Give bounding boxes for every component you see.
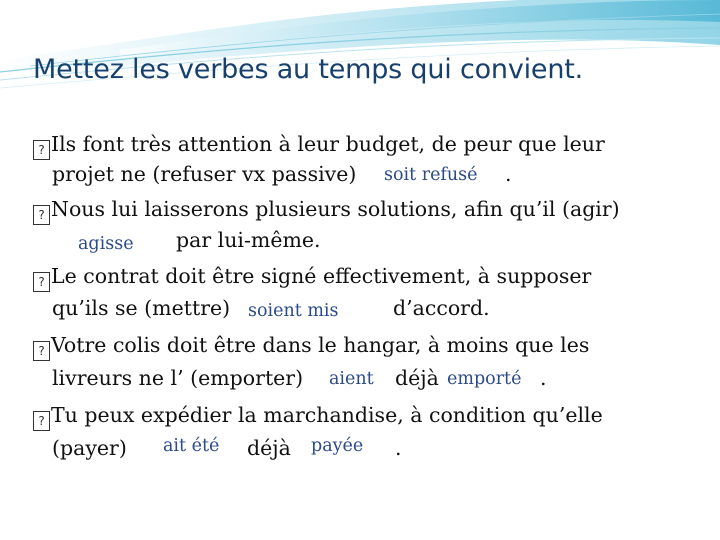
item-3-line-2: qu’ils se (mettre) bbox=[52, 296, 231, 320]
missing-glyph-bullet-icon: ? bbox=[33, 140, 50, 160]
missing-glyph-bullet-icon: ? bbox=[33, 205, 50, 225]
item-1-end: . bbox=[505, 162, 512, 186]
item-4-line-2: livreurs ne l’ (emporter) bbox=[52, 366, 304, 390]
exercise-item-2 bbox=[33, 197, 620, 225]
item-3-end: d’accord. bbox=[393, 296, 490, 320]
item-4-mid: déjà bbox=[395, 366, 439, 390]
item-5-end: . bbox=[395, 436, 402, 460]
answer-3: soient mis bbox=[248, 301, 339, 321]
answer-5b: payée bbox=[311, 436, 364, 456]
item-4-end: . bbox=[540, 366, 547, 390]
item-5-line-1: Tu peux expédier la marchandise, à condition qu’elle bbox=[51, 403, 603, 427]
answer-5a: ait été bbox=[163, 436, 220, 456]
item-3-line-1: Le contrat doit être signé effectivement, à supposer bbox=[51, 264, 592, 288]
exercise-item-4 bbox=[33, 333, 589, 361]
item-2-line-1: Nous lui laisserons plusieurs solutions, afin qu’il (agir) bbox=[51, 197, 620, 221]
missing-glyph-bullet-icon: ? bbox=[33, 341, 50, 361]
item-1-line-1: Ils font très attention à leur budget, de peur que leur bbox=[51, 132, 605, 156]
answer-1: soit refusé bbox=[384, 165, 478, 185]
item-5-mid: déjà bbox=[247, 436, 291, 460]
answer-4b: emporté bbox=[447, 369, 522, 389]
exercise-item-1 bbox=[33, 132, 605, 160]
missing-glyph-bullet-icon: ? bbox=[33, 272, 50, 292]
item-2-line-2: par lui-même. bbox=[176, 228, 321, 252]
item-1-line-2-row bbox=[52, 162, 356, 186]
answer-4a: aient bbox=[329, 369, 374, 389]
item-1-line-2: projet ne (refuser vx passive) bbox=[52, 162, 357, 186]
item-4-line-1: Votre colis doit être dans le hangar, à moins que les bbox=[51, 333, 590, 357]
answer-2: agisse bbox=[78, 234, 134, 254]
item-5-line-2: (payer) bbox=[52, 436, 127, 460]
missing-glyph-bullet-icon: ? bbox=[33, 411, 50, 431]
exercise-item-5 bbox=[33, 403, 603, 431]
slide-title: Mettez les verbes au temps qui convient. bbox=[33, 54, 584, 85]
exercise-item-3 bbox=[33, 264, 591, 292]
